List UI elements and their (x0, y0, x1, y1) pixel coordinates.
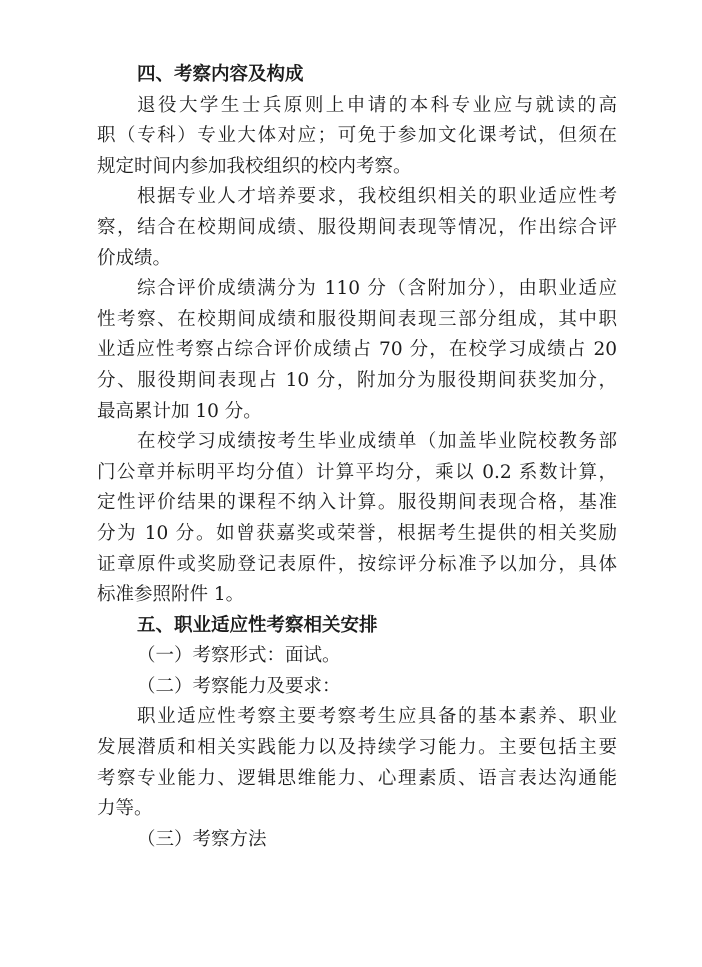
paragraph-line: 定性评价结果的课程不纳入计算。服役期间表现合格，基准 (97, 492, 617, 514)
paragraph-line: 综合评价成绩满分为 110 分（含附加分），由职业适应 (137, 278, 617, 300)
paragraph-line: 在校学习成绩按考生毕业成绩单（加盖毕业院校教务部 (137, 431, 617, 453)
section-5-heading: 五、职业适应性考察相关安排 (137, 614, 378, 636)
paragraph-line: 考察专业能力、逻辑思维能力、心理素质、语言表达沟通能 (97, 767, 617, 789)
paragraph-line: 证章原件或奖励登记表原件，按综评分标准予以加分，具体 (97, 553, 617, 575)
document-page (97, 60, 617, 855)
paragraph-line: 门公章并标明平均分值）计算平均分，乘以 0.2 系数计算， (97, 461, 617, 483)
subsection-method: （三）考察方法 (137, 828, 267, 850)
paragraph-line: 规定时间内参加我校组织的校内考察。 (97, 155, 412, 177)
paragraph-score-composition (97, 274, 617, 427)
paragraph-line: 察，结合在校期间成绩、服役期间表现等情况，作出综合评 (97, 216, 617, 238)
subsection-format: （一）考察形式：面试。 (137, 645, 341, 667)
paragraph-line: 发展潜质和相关实践能力以及持续学习能力。主要包括主要 (97, 737, 617, 759)
paragraph-line: 最高累计加 10 分。 (97, 400, 262, 422)
paragraph-line: 职（专科）专业大体对应；可免于参加文化课考试，但须在 (97, 125, 617, 147)
paragraph-line: 职业适应性考察主要考察考生应具备的基本素养、职业 (137, 706, 617, 728)
paragraph-line: 性考察、在校期间成绩和服役期间表现三部分组成，其中职 (97, 308, 617, 330)
subsection-abilities: （二）考察能力及要求： (137, 675, 341, 697)
paragraph-eligibility (97, 91, 617, 183)
section-4-heading: 四、考察内容及构成 (137, 64, 304, 85)
paragraph-assessment-basis (97, 182, 617, 274)
paragraph-line: 退役大学生士兵原则上申请的本科专业应与就读的高 (137, 94, 617, 116)
paragraph-abilities (97, 702, 617, 824)
paragraph-line: 根据专业人才培养要求，我校组织相关的职业适应性考 (137, 186, 617, 208)
paragraph-grade-calculation (97, 427, 617, 611)
paragraph-line: 业适应性考察占综合评价成绩占 70 分，在校学习成绩占 20 (97, 339, 617, 361)
paragraph-line: 力等。 (97, 798, 153, 820)
paragraph-line: 价成绩。 (97, 247, 172, 269)
paragraph-line: 标准参照附件 1。 (97, 584, 245, 606)
paragraph-line: 分为 10 分。如曾获嘉奖或荣誉，根据考生提供的相关奖励 (97, 522, 617, 544)
paragraph-line: 分、服役期间表现占 10 分，附加分为服役期间获奖加分， (97, 369, 617, 391)
